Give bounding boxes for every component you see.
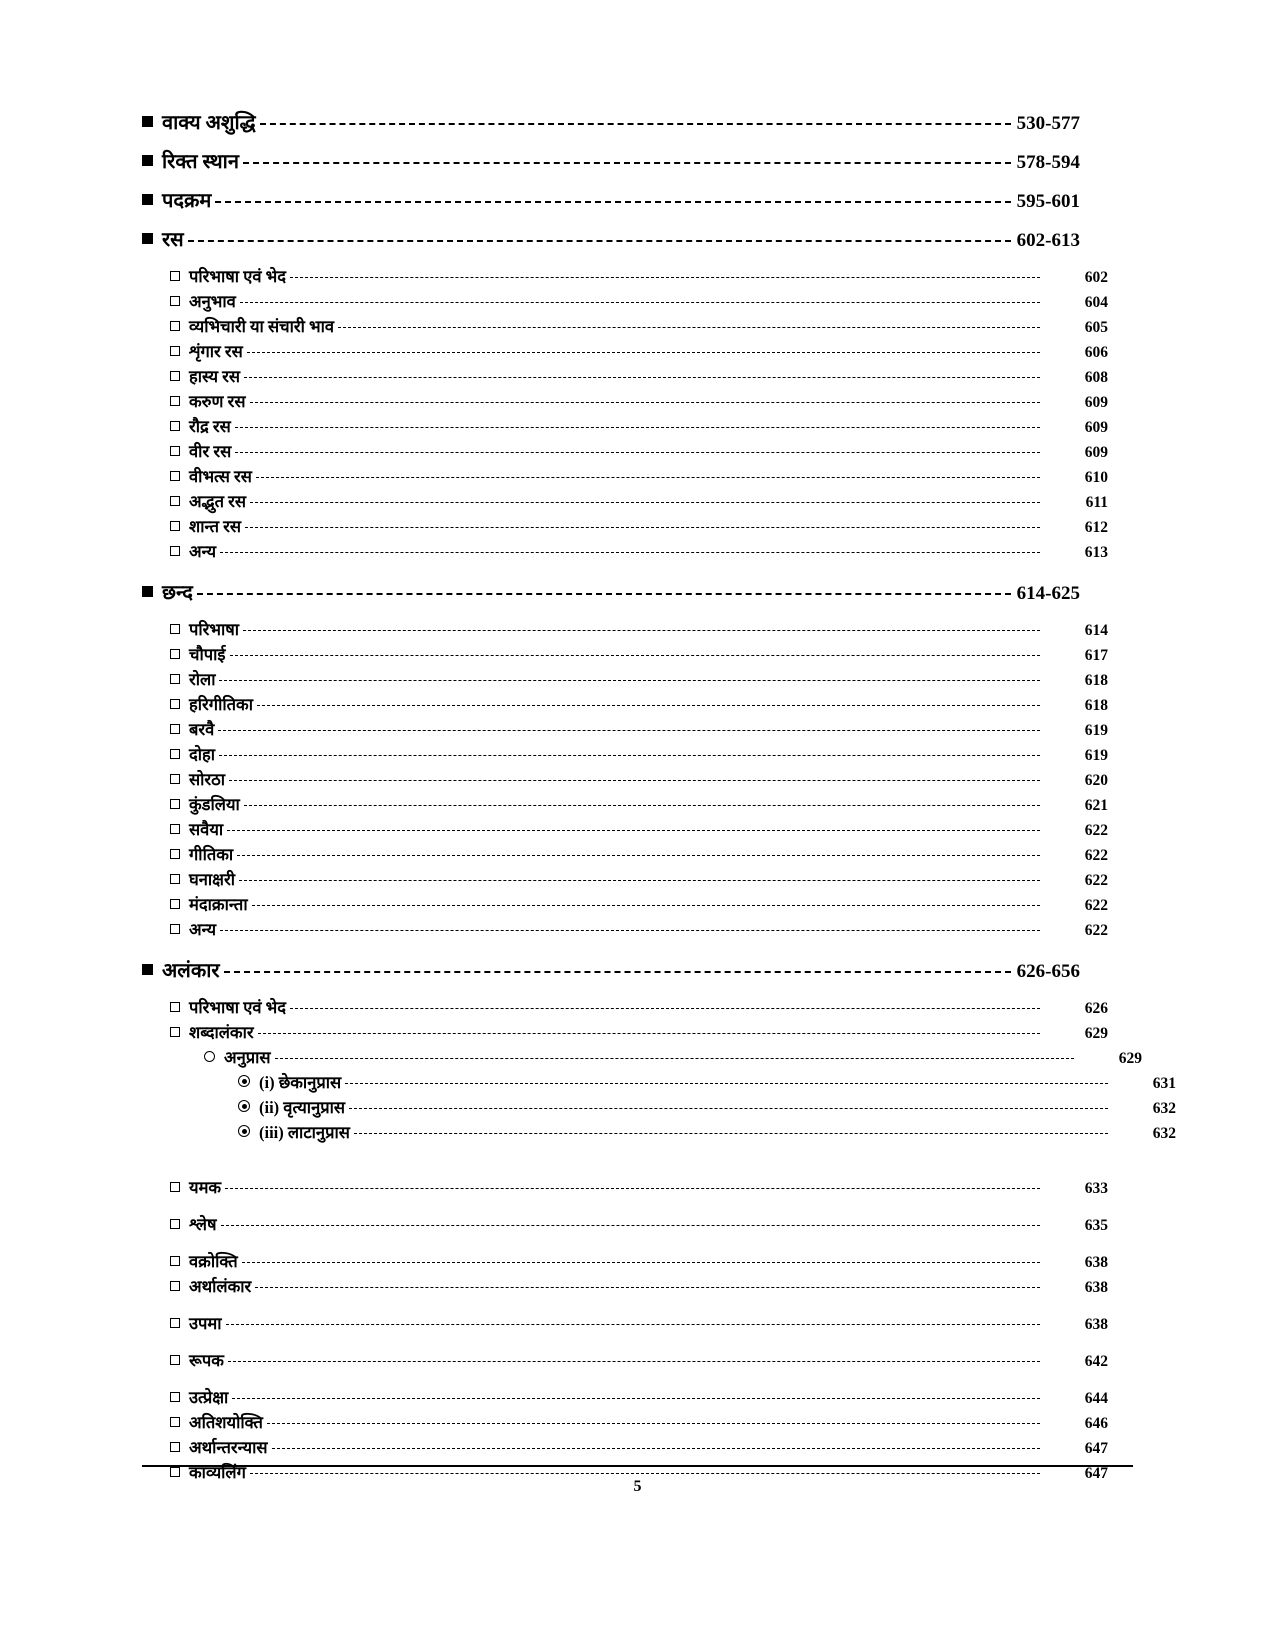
square-hollow-bullet-icon bbox=[170, 546, 180, 556]
toc-entry[interactable] bbox=[142, 892, 1108, 915]
toc-entry[interactable] bbox=[142, 1435, 1108, 1458]
dot-leader bbox=[252, 904, 1040, 906]
toc-entry-page-number: 609 bbox=[1084, 419, 1108, 436]
square-hollow-bullet-icon bbox=[170, 1002, 180, 1012]
toc-entry-label: काव्यलिंग bbox=[189, 1463, 246, 1482]
square-hollow-bullet-icon bbox=[170, 471, 180, 481]
toc-entry-page-number: 629 bbox=[1118, 1050, 1142, 1067]
toc-entry-page-number: 622 bbox=[1084, 897, 1108, 914]
toc-entry-page-number: 602 bbox=[1084, 269, 1108, 286]
toc-entry[interactable] bbox=[142, 956, 1080, 983]
toc-entry-label: हास्य रस bbox=[189, 367, 241, 386]
toc-entry-page-number: 620 bbox=[1084, 772, 1108, 789]
toc-entry-label: (i) छेकानुप्रास bbox=[259, 1073, 342, 1092]
toc-entry[interactable] bbox=[142, 464, 1108, 487]
toc-entry[interactable] bbox=[142, 364, 1108, 387]
toc-entry[interactable] bbox=[142, 225, 1080, 252]
square-hollow-bullet-icon bbox=[170, 774, 180, 784]
toc-entry[interactable] bbox=[142, 917, 1108, 940]
toc-entry-label: छन्द bbox=[162, 582, 193, 604]
toc-entry-page-number: 638 bbox=[1084, 1316, 1108, 1333]
toc-entry-page-number: 626-656 bbox=[1016, 961, 1080, 982]
dot-leader bbox=[247, 351, 1040, 353]
square-hollow-bullet-icon bbox=[170, 724, 180, 734]
toc-entry[interactable] bbox=[142, 1020, 1108, 1043]
toc-entry-page-number: 609 bbox=[1084, 444, 1108, 461]
square-hollow-bullet-icon bbox=[170, 924, 180, 934]
square-hollow-bullet-icon bbox=[170, 899, 180, 909]
dot-leader bbox=[239, 879, 1040, 881]
toc-entry-label: अन्य bbox=[189, 920, 217, 939]
toc-entry-page-number: 602-613 bbox=[1016, 230, 1080, 251]
square-filled-bullet-icon bbox=[142, 155, 153, 166]
toc-entry-page-number: 618 bbox=[1084, 672, 1108, 689]
table-of-contents-list bbox=[142, 108, 1176, 1485]
toc-entry-label: सवैया bbox=[189, 820, 224, 839]
toc-entry-page-number: 619 bbox=[1084, 722, 1108, 739]
square-hollow-bullet-icon bbox=[170, 749, 180, 759]
dot-leader bbox=[219, 754, 1040, 756]
square-hollow-bullet-icon bbox=[170, 1219, 180, 1229]
dot-leader bbox=[232, 1397, 1040, 1399]
toc-entry-label: वीर रस bbox=[189, 442, 232, 461]
toc-entry[interactable] bbox=[142, 1249, 1108, 1272]
toc-entry-page-number: 632 bbox=[1152, 1125, 1176, 1142]
square-hollow-bullet-icon bbox=[170, 1318, 180, 1328]
spacer bbox=[142, 942, 1080, 956]
toc-entry-label: (ii) वृत्यानुप्रास bbox=[259, 1098, 346, 1117]
toc-entry-label: अद्भुत रस bbox=[189, 492, 247, 511]
toc-entry-label: शब्दालंकार bbox=[189, 1023, 254, 1042]
bullseye-bullet-icon bbox=[238, 1100, 250, 1112]
toc-entry-page-number: 638 bbox=[1084, 1279, 1108, 1296]
dot-leader bbox=[243, 161, 1011, 164]
square-filled-bullet-icon bbox=[142, 116, 153, 127]
spacer bbox=[142, 1373, 1080, 1385]
square-hollow-bullet-icon bbox=[170, 1256, 180, 1266]
toc-entry-page-number: 609 bbox=[1084, 394, 1108, 411]
toc-entry[interactable] bbox=[142, 264, 1108, 287]
square-hollow-bullet-icon bbox=[170, 396, 180, 406]
toc-entry-page-number: 626 bbox=[1084, 1000, 1108, 1017]
square-hollow-bullet-icon bbox=[170, 1392, 180, 1402]
bullseye-bullet-icon bbox=[238, 1075, 250, 1087]
dot-leader bbox=[230, 654, 1041, 656]
dot-leader bbox=[225, 1187, 1040, 1189]
toc-entry-label: गीतिका bbox=[189, 845, 234, 864]
toc-entry[interactable] bbox=[142, 514, 1108, 537]
toc-entry[interactable] bbox=[142, 389, 1108, 412]
dot-leader bbox=[220, 551, 1040, 553]
toc-entry-label: घनाक्षरी bbox=[189, 870, 236, 889]
toc-entry-label: करुण रस bbox=[189, 392, 246, 411]
toc-entry[interactable] bbox=[142, 147, 1080, 174]
page-number: 5 bbox=[633, 1478, 642, 1495]
toc-entry[interactable] bbox=[142, 742, 1108, 765]
dot-leader bbox=[354, 1132, 1108, 1134]
square-filled-bullet-icon bbox=[142, 964, 153, 975]
toc-entry[interactable] bbox=[142, 439, 1108, 462]
toc-entry[interactable] bbox=[142, 314, 1108, 337]
toc-entry[interactable] bbox=[142, 642, 1108, 665]
toc-entry-page-number: 647 bbox=[1084, 1465, 1108, 1482]
toc-entry-label: श्लेष bbox=[189, 1215, 217, 1234]
toc-entry-label: रौद्र रस bbox=[189, 417, 231, 436]
dot-leader bbox=[245, 526, 1040, 528]
dot-leader bbox=[243, 629, 1040, 631]
toc-entry-page-number: 608 bbox=[1084, 369, 1108, 386]
dot-leader bbox=[237, 854, 1040, 856]
toc-entry-label: परिभाषा एवं भेद bbox=[189, 267, 286, 286]
toc-entry-label: मंदाक्रान्ता bbox=[189, 895, 248, 914]
toc-entry[interactable] bbox=[142, 717, 1108, 740]
dot-leader bbox=[197, 592, 1011, 595]
square-hollow-bullet-icon bbox=[170, 321, 180, 331]
toc-entry-label: चौपाई bbox=[189, 645, 226, 664]
toc-entry[interactable] bbox=[142, 578, 1080, 605]
toc-entry[interactable] bbox=[142, 995, 1108, 1018]
dot-leader bbox=[255, 1286, 1040, 1288]
toc-entry-page-number: 595-601 bbox=[1016, 191, 1080, 212]
bullseye-bullet-icon bbox=[238, 1125, 250, 1137]
toc-entry-label: अनुप्रास bbox=[224, 1048, 271, 1067]
square-hollow-bullet-icon bbox=[170, 699, 180, 709]
dot-leader bbox=[240, 301, 1040, 303]
dot-leader bbox=[345, 1082, 1108, 1084]
toc-entry[interactable] bbox=[142, 1274, 1108, 1297]
toc-entry[interactable] bbox=[142, 1120, 1176, 1143]
toc-entry-page-number: 605 bbox=[1084, 319, 1108, 336]
toc-entry[interactable] bbox=[142, 1385, 1108, 1408]
dot-leader bbox=[215, 200, 1010, 203]
toc-entry-label: वीभत्स रस bbox=[189, 467, 252, 486]
toc-entry-page-number: 619 bbox=[1084, 747, 1108, 764]
toc-entry[interactable] bbox=[142, 1348, 1108, 1371]
toc-entry-page-number: 612 bbox=[1084, 519, 1108, 536]
toc-entry-page-number: 646 bbox=[1084, 1415, 1108, 1432]
square-hollow-bullet-icon bbox=[170, 849, 180, 859]
dot-leader bbox=[221, 1224, 1040, 1226]
dot-leader bbox=[226, 1323, 1040, 1325]
toc-entry-page-number: 622 bbox=[1084, 847, 1108, 864]
circle-hollow-bullet-icon bbox=[204, 1051, 215, 1062]
toc-entry-label: उत्प्रेक्षा bbox=[189, 1388, 229, 1407]
toc-entry-label: शान्त रस bbox=[189, 517, 242, 536]
toc-entry-page-number: 644 bbox=[1084, 1390, 1108, 1407]
square-filled-bullet-icon bbox=[142, 233, 153, 244]
toc-entry[interactable] bbox=[142, 1070, 1176, 1093]
dot-leader bbox=[244, 376, 1040, 378]
footer-divider bbox=[142, 1465, 1133, 1467]
spacer bbox=[142, 564, 1080, 578]
spacer bbox=[142, 1336, 1080, 1348]
dot-leader bbox=[250, 401, 1041, 403]
toc-entry-label: रिक्त स्थान bbox=[162, 151, 239, 173]
dot-leader bbox=[244, 804, 1040, 806]
toc-entry[interactable] bbox=[142, 692, 1108, 715]
dot-leader bbox=[272, 1447, 1040, 1449]
toc-entry[interactable] bbox=[142, 1410, 1108, 1433]
toc-entry-page-number: 604 bbox=[1084, 294, 1108, 311]
toc-entry-label: रोला bbox=[189, 670, 216, 689]
square-hollow-bullet-icon bbox=[170, 346, 180, 356]
square-hollow-bullet-icon bbox=[170, 1442, 180, 1452]
toc-entry-label: उपमा bbox=[189, 1314, 222, 1333]
dot-leader bbox=[220, 929, 1040, 931]
toc-entry-label: रस bbox=[162, 229, 184, 251]
toc-entry-label: कुंडलिया bbox=[189, 795, 240, 814]
square-hollow-bullet-icon bbox=[170, 496, 180, 506]
toc-entry[interactable] bbox=[142, 489, 1108, 512]
toc-entry-label: शृंगार रस bbox=[189, 342, 243, 361]
dot-leader bbox=[290, 1007, 1040, 1009]
toc-entry-page-number: 606 bbox=[1084, 344, 1108, 361]
toc-entry-page-number: 614 bbox=[1084, 622, 1108, 639]
toc-entry-label: रूपक bbox=[189, 1351, 224, 1370]
toc-entry-page-number: 530-577 bbox=[1016, 113, 1080, 134]
toc-entry-label: (iii) लाटानुप्रास bbox=[259, 1123, 350, 1142]
square-hollow-bullet-icon bbox=[170, 371, 180, 381]
dot-leader bbox=[227, 829, 1040, 831]
toc-entry-page-number: 622 bbox=[1084, 922, 1108, 939]
toc-entry-label: अलंकार bbox=[162, 960, 220, 982]
toc-entry-label: अर्थालंकार bbox=[189, 1277, 252, 1296]
square-hollow-bullet-icon bbox=[170, 271, 180, 281]
toc-entry[interactable] bbox=[142, 339, 1108, 362]
toc-entry[interactable] bbox=[142, 289, 1108, 312]
square-hollow-bullet-icon bbox=[170, 624, 180, 634]
toc-entry-page-number: 617 bbox=[1084, 647, 1108, 664]
spacer bbox=[142, 1299, 1080, 1311]
dot-leader bbox=[224, 970, 1011, 973]
dot-leader bbox=[235, 451, 1040, 453]
square-filled-bullet-icon bbox=[142, 194, 153, 205]
toc-entry-page-number: 635 bbox=[1084, 1217, 1108, 1234]
dot-leader bbox=[290, 276, 1040, 278]
square-hollow-bullet-icon bbox=[170, 521, 180, 531]
square-hollow-bullet-icon bbox=[170, 1355, 180, 1365]
toc-entry-label: अतिशयोक्ति bbox=[189, 1413, 263, 1432]
dot-leader bbox=[275, 1057, 1074, 1059]
dot-leader bbox=[188, 239, 1011, 242]
spacer bbox=[142, 1200, 1080, 1212]
toc-entry[interactable] bbox=[142, 867, 1108, 890]
dot-leader bbox=[229, 779, 1040, 781]
toc-entry-label: दोहा bbox=[189, 745, 216, 764]
toc-entry-label: बरवै bbox=[189, 720, 215, 739]
toc-entry[interactable] bbox=[142, 667, 1108, 690]
dot-leader bbox=[267, 1422, 1040, 1424]
square-hollow-bullet-icon bbox=[170, 296, 180, 306]
square-hollow-bullet-icon bbox=[170, 446, 180, 456]
toc-entry-page-number: 642 bbox=[1084, 1353, 1108, 1370]
toc-entry-label: परिभाषा एवं भेद bbox=[189, 998, 286, 1017]
dot-leader bbox=[235, 426, 1040, 428]
dot-leader bbox=[349, 1107, 1108, 1109]
square-hollow-bullet-icon bbox=[170, 1281, 180, 1291]
dot-leader bbox=[242, 1261, 1040, 1263]
spacer bbox=[142, 1145, 1080, 1163]
square-hollow-bullet-icon bbox=[170, 874, 180, 884]
toc-entry-page-number: 638 bbox=[1084, 1254, 1108, 1271]
toc-entry-label: अर्थान्तरन्यास bbox=[189, 1438, 268, 1457]
toc-entry-page-number: 610 bbox=[1084, 469, 1108, 486]
toc-entry[interactable] bbox=[142, 1175, 1108, 1198]
toc-entry-page-number: 647 bbox=[1084, 1440, 1108, 1457]
toc-entry-label: वक्रोक्ति bbox=[189, 1252, 238, 1271]
square-hollow-bullet-icon bbox=[170, 1467, 180, 1477]
dot-leader bbox=[257, 704, 1040, 706]
square-hollow-bullet-icon bbox=[170, 824, 180, 834]
toc-entry[interactable] bbox=[142, 842, 1108, 865]
toc-entry-page-number: 618 bbox=[1084, 697, 1108, 714]
toc-entry[interactable] bbox=[142, 1045, 1142, 1068]
toc-entry[interactable] bbox=[142, 1311, 1108, 1334]
toc-entry-label: अन्य bbox=[189, 542, 217, 561]
dot-leader bbox=[250, 501, 1040, 503]
toc-entry[interactable] bbox=[142, 539, 1108, 562]
toc-entry-page-number: 633 bbox=[1084, 1180, 1108, 1197]
dot-leader bbox=[228, 1360, 1040, 1362]
toc-entry-page-number: 578-594 bbox=[1016, 152, 1080, 173]
toc-entry[interactable] bbox=[142, 792, 1108, 815]
spacer bbox=[142, 1237, 1080, 1249]
toc-entry[interactable] bbox=[142, 414, 1108, 437]
square-hollow-bullet-icon bbox=[170, 1182, 180, 1192]
dot-leader bbox=[258, 1032, 1040, 1034]
square-hollow-bullet-icon bbox=[170, 1417, 180, 1427]
toc-entry[interactable] bbox=[142, 617, 1108, 640]
toc-entry-label: अनुभाव bbox=[189, 292, 236, 311]
toc-entry-label: पदक्रम bbox=[162, 190, 212, 212]
toc-entry-label: हरिगीतिका bbox=[189, 695, 253, 714]
toc-entry[interactable] bbox=[142, 108, 1080, 135]
toc-entry-page-number: 629 bbox=[1084, 1025, 1108, 1042]
square-hollow-bullet-icon bbox=[170, 1027, 180, 1037]
toc-entry[interactable] bbox=[142, 1212, 1108, 1235]
toc-entry-page-number: 613 bbox=[1084, 544, 1108, 561]
toc-entry-label: वाक्य अशुद्धि bbox=[162, 112, 256, 134]
toc-entry-page-number: 621 bbox=[1084, 797, 1108, 814]
square-hollow-bullet-icon bbox=[170, 421, 180, 431]
square-hollow-bullet-icon bbox=[170, 649, 180, 659]
toc-entry-page-number: 614-625 bbox=[1016, 583, 1080, 604]
toc-entry-page-number: 611 bbox=[1085, 494, 1108, 511]
toc-entry-page-number: 622 bbox=[1084, 822, 1108, 839]
dot-leader bbox=[219, 679, 1040, 681]
dot-leader bbox=[338, 326, 1040, 328]
toc-entry-page-number: 632 bbox=[1152, 1100, 1176, 1117]
square-hollow-bullet-icon bbox=[170, 799, 180, 809]
square-filled-bullet-icon bbox=[142, 586, 153, 597]
toc-entry-label: व्यभिचारी या संचारी भाव bbox=[189, 317, 335, 336]
square-hollow-bullet-icon bbox=[170, 674, 180, 684]
toc-entry[interactable] bbox=[142, 767, 1108, 790]
toc-entry-page-number: 622 bbox=[1084, 872, 1108, 889]
dot-leader bbox=[250, 1472, 1040, 1474]
toc-entry-label: परिभाषा bbox=[189, 620, 240, 639]
toc-entry-label: यमक bbox=[189, 1178, 222, 1197]
dot-leader bbox=[256, 476, 1040, 478]
toc-entry-label: सोरठा bbox=[189, 770, 226, 789]
toc-entry[interactable] bbox=[142, 817, 1108, 840]
spacer bbox=[142, 1163, 1080, 1175]
dot-leader bbox=[218, 729, 1040, 731]
toc-entry[interactable] bbox=[142, 1095, 1176, 1118]
toc-entry[interactable] bbox=[142, 186, 1080, 213]
dot-leader bbox=[260, 122, 1011, 125]
toc-entry-page-number: 631 bbox=[1152, 1075, 1176, 1092]
